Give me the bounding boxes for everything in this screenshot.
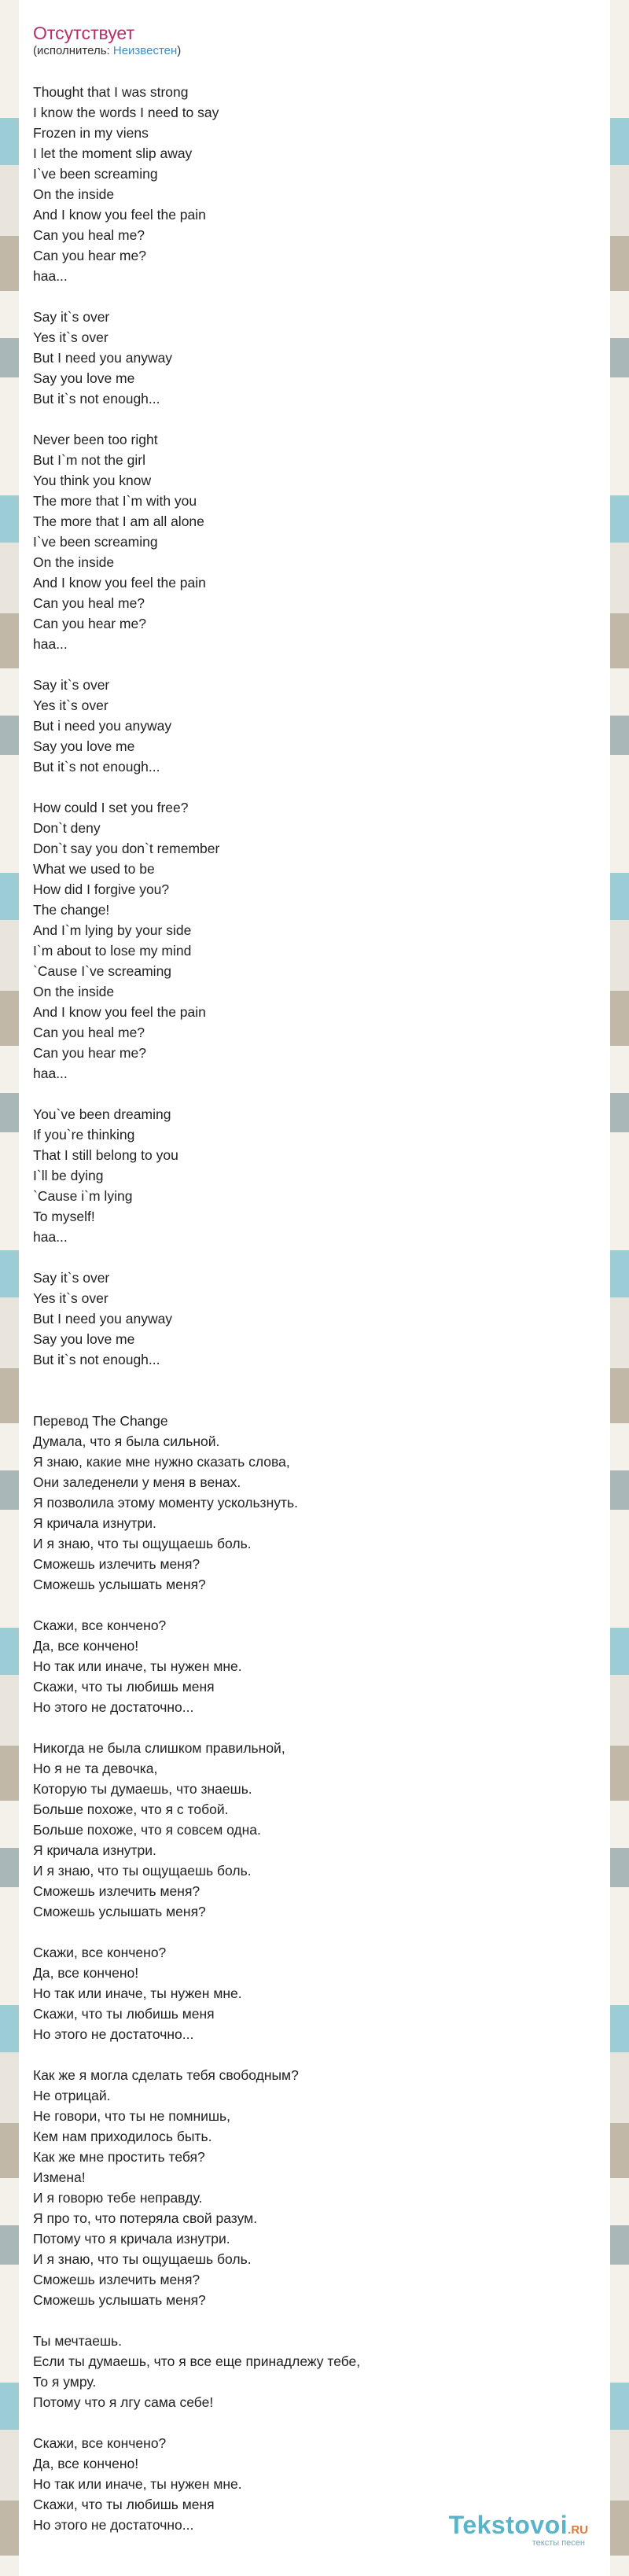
lyric-line: Да, все кончено! bbox=[33, 1965, 139, 1981]
lyric-line: Say you love me bbox=[33, 370, 135, 386]
lyric-line: I`ll be dying bbox=[33, 1168, 104, 1183]
lyrics-stanza bbox=[33, 1738, 583, 1922]
lyric-line: Но я не та девочка, bbox=[33, 1761, 158, 1776]
lyric-line: That I still belong to you bbox=[33, 1147, 178, 1163]
lyric-line: Frozen in my viens bbox=[33, 125, 149, 141]
lyric-line: Но так или иначе, ты нужен мне. bbox=[33, 2476, 242, 2492]
lyric-line: But it`s not enough... bbox=[33, 1352, 160, 1367]
lyric-line: You`ve been dreaming bbox=[33, 1106, 171, 1122]
lyric-line: You think you know bbox=[33, 473, 152, 488]
lyric-line: Но этого не достаточно... bbox=[33, 2517, 194, 2533]
lyric-line: Они заледенели у меня в венах. bbox=[33, 1474, 241, 1490]
lyric-line: What we used to be bbox=[33, 861, 155, 877]
lyric-line: Я кричала изнутри. bbox=[33, 1842, 156, 1858]
lyric-line: To myself! bbox=[33, 1209, 95, 1224]
lyric-line: Скажи, что ты любишь меня bbox=[33, 2006, 215, 2022]
artist-suffix: ) bbox=[177, 44, 182, 57]
lyric-line: Сможешь услышать меня? bbox=[33, 1577, 206, 1592]
lyric-line: How could I set you free? bbox=[33, 800, 189, 815]
lyric-line: On the inside bbox=[33, 186, 115, 202]
lyric-line: Can you heal me? bbox=[33, 595, 145, 611]
lyric-line: Скажи, что ты любишь меня bbox=[33, 2497, 215, 2512]
lyric-line: But it`s not enough... bbox=[33, 391, 160, 407]
lyric-line: Say it`s over bbox=[33, 1270, 110, 1286]
lyric-line: Да, все кончено! bbox=[33, 2456, 139, 2471]
lyrics-stanza bbox=[33, 307, 583, 409]
lyric-line: Can you hear me? bbox=[33, 1045, 146, 1061]
lyrics-stanza bbox=[33, 1268, 583, 1370]
translation-heading: Перевод The Change bbox=[33, 1413, 168, 1429]
lyric-line: And I know you feel the pain bbox=[33, 207, 206, 223]
artist-link[interactable]: Неизвестен bbox=[112, 44, 178, 57]
lyric-line: haa... bbox=[33, 268, 68, 284]
song-title: Отсутствует bbox=[33, 23, 134, 43]
lyric-line: Которую ты думаешь, что знаешь. bbox=[33, 1781, 252, 1797]
lyric-line: Yes it`s over bbox=[33, 697, 109, 713]
lyric-line: Я кричала изнутри. bbox=[33, 1515, 156, 1531]
lyric-line: I know the words I need to say bbox=[33, 105, 219, 120]
lyric-line: But it`s not enough... bbox=[33, 759, 160, 775]
lyrics-stanza bbox=[33, 675, 583, 777]
lyric-line: Don`t say you don`t remember bbox=[33, 841, 220, 856]
lyric-line: Can you heal me? bbox=[33, 1025, 145, 1040]
logo-tld: .RU bbox=[568, 2523, 588, 2537]
lyric-line: Never been too right bbox=[33, 432, 158, 447]
lyric-line: Сможешь излечить меня? bbox=[33, 2272, 200, 2287]
lyric-line: I let the moment slip away bbox=[33, 145, 193, 161]
lyric-line: Don`t deny bbox=[33, 820, 101, 836]
lyric-line: Say you love me bbox=[33, 738, 135, 754]
lyric-line: `Cause I`ve screaming bbox=[33, 963, 172, 979]
lyric-line: Да, все кончено! bbox=[33, 1638, 139, 1654]
lyric-line: Can you hear me? bbox=[33, 248, 146, 263]
lyrics-stanza bbox=[33, 1104, 583, 1247]
lyric-line: Сможешь излечить меня? bbox=[33, 1883, 200, 1899]
lyric-line: Can you heal me? bbox=[33, 227, 145, 243]
song-header bbox=[19, 0, 610, 58]
lyric-line: Ты мечтаешь. bbox=[33, 2333, 122, 2349]
lyric-line: And I`m lying by your side bbox=[33, 922, 192, 938]
lyric-line: haa... bbox=[33, 1229, 68, 1245]
lyric-line: Yes it`s over bbox=[33, 329, 109, 345]
lyric-line: I`m about to lose my mind bbox=[33, 943, 192, 959]
lyric-line: Скажи, все кончено? bbox=[33, 2435, 167, 2451]
lyrics-stanza bbox=[33, 2331, 583, 2412]
lyric-line: But I`m not the girl bbox=[33, 452, 145, 468]
lyric-line: haa... bbox=[33, 1065, 68, 1081]
lyric-line: Скажи, все кончено? bbox=[33, 1617, 167, 1633]
lyric-line: And I know you feel the pain bbox=[33, 575, 206, 591]
lyrics-stanza bbox=[33, 82, 583, 286]
lyric-line: Никогда не была слишком правильной, bbox=[33, 1740, 285, 1756]
lyrics-translation bbox=[33, 1431, 583, 2535]
lyric-line: On the inside bbox=[33, 984, 115, 999]
lyric-line: Yes it`s over bbox=[33, 1290, 109, 1306]
lyric-line: Больше похоже, что я с тобой. bbox=[33, 1801, 229, 1817]
lyric-line: Как же мне простить тебя? bbox=[33, 2149, 205, 2165]
lyric-line: И я знаю, что ты ощущаешь боль. bbox=[33, 2251, 252, 2267]
lyric-line: Say you love me bbox=[33, 1331, 135, 1347]
lyric-line: Say it`s over bbox=[33, 677, 110, 693]
lyric-line: Если ты думаешь, что я все еще принадлежу тебе, bbox=[33, 2353, 361, 2369]
logo-name: Tekstovoi bbox=[448, 2511, 568, 2539]
lyric-line: Скажи, что ты любишь меня bbox=[33, 1679, 215, 1695]
lyric-line: Потому что я лгу сама себе! bbox=[33, 2394, 214, 2410]
lyric-line: But I need you anyway bbox=[33, 350, 173, 366]
lyric-line: I`ve been screaming bbox=[33, 534, 158, 550]
lyrics-stanza bbox=[33, 1942, 583, 2044]
lyric-line: Сможешь услышать меня? bbox=[33, 1904, 206, 1919]
lyrics-stanza bbox=[33, 1615, 583, 1717]
lyric-line: On the inside bbox=[33, 554, 115, 570]
lyric-line: Как же я могла сделать тебя свободным? bbox=[33, 2067, 299, 2083]
lyrics-stanza bbox=[33, 1431, 583, 1595]
logo-tagline: тексты песен bbox=[532, 2538, 585, 2548]
page-container bbox=[19, 0, 610, 2576]
lyric-line: Я про то, что потеряла свой разум. bbox=[33, 2210, 258, 2226]
lyric-line: Больше похоже, что я совсем одна. bbox=[33, 1822, 261, 1838]
lyric-line: But I need you anyway bbox=[33, 1311, 173, 1327]
lyric-line: And I know you feel the pain bbox=[33, 1004, 206, 1020]
lyric-line: Не отрицай. bbox=[33, 2088, 111, 2103]
lyric-line: Не говори, что ты не помнишь, bbox=[33, 2108, 230, 2124]
lyrics-body bbox=[33, 82, 583, 2556]
lyric-line: Кем нам приходилось быть. bbox=[33, 2129, 212, 2144]
lyric-line: Но так или иначе, ты нужен мне. bbox=[33, 1658, 242, 1674]
lyric-line: И я знаю, что ты ощущаешь боль. bbox=[33, 1536, 252, 1551]
lyric-line: Но этого не достаточно... bbox=[33, 1699, 194, 1715]
lyric-line: Я знаю, какие мне нужно сказать слова, bbox=[33, 1454, 290, 1470]
lyric-line: If you`re thinking bbox=[33, 1127, 135, 1143]
site-logo[interactable] bbox=[449, 2512, 588, 2548]
artist-prefix: (исполнитель: bbox=[33, 44, 113, 57]
lyrics-stanza bbox=[33, 429, 583, 654]
lyric-line: Но так или иначе, ты нужен мне. bbox=[33, 1985, 242, 2001]
lyrics-original bbox=[33, 82, 583, 1370]
lyric-line: Thought that I was strong bbox=[33, 84, 189, 100]
lyric-line: The more that I`m with you bbox=[33, 493, 197, 509]
lyric-line: Say it`s over bbox=[33, 309, 110, 325]
artist-line bbox=[33, 44, 610, 58]
lyrics-stanza bbox=[33, 797, 583, 1084]
lyric-line: Я позволила этому моменту ускользнуть. bbox=[33, 1495, 298, 1511]
lyric-line: Измена! bbox=[33, 2169, 86, 2185]
lyric-line: Can you hear me? bbox=[33, 616, 146, 631]
lyric-line: Думала, что я была сильной. bbox=[33, 1433, 220, 1449]
lyric-line: I`ve been screaming bbox=[33, 166, 158, 182]
lyric-line: То я умру. bbox=[33, 2374, 97, 2390]
lyric-line: Скажи, все кончено? bbox=[33, 1945, 167, 1960]
lyric-line: Но этого не достаточно... bbox=[33, 2026, 194, 2042]
lyric-line: But i need you anyway bbox=[33, 718, 172, 734]
lyrics-stanza bbox=[33, 2065, 583, 2310]
lyric-line: `Cause i`m lying bbox=[33, 1188, 133, 1204]
lyric-line: The change! bbox=[33, 902, 110, 918]
lyric-line: И я знаю, что ты ощущаешь боль. bbox=[33, 1863, 252, 1879]
section-spacer bbox=[33, 1390, 583, 1411]
lyric-line: Сможешь услышать меня? bbox=[33, 2292, 206, 2308]
lyric-line: Сможешь излечить меня? bbox=[33, 1556, 200, 1572]
lyric-line: И я говорю тебе неправду. bbox=[33, 2190, 203, 2206]
lyric-line: The more that I am all alone bbox=[33, 513, 204, 529]
lyric-line: haa... bbox=[33, 636, 68, 652]
lyric-line: How did I forgive you? bbox=[33, 881, 170, 897]
lyric-line: Потому что я кричала изнутри. bbox=[33, 2231, 230, 2247]
